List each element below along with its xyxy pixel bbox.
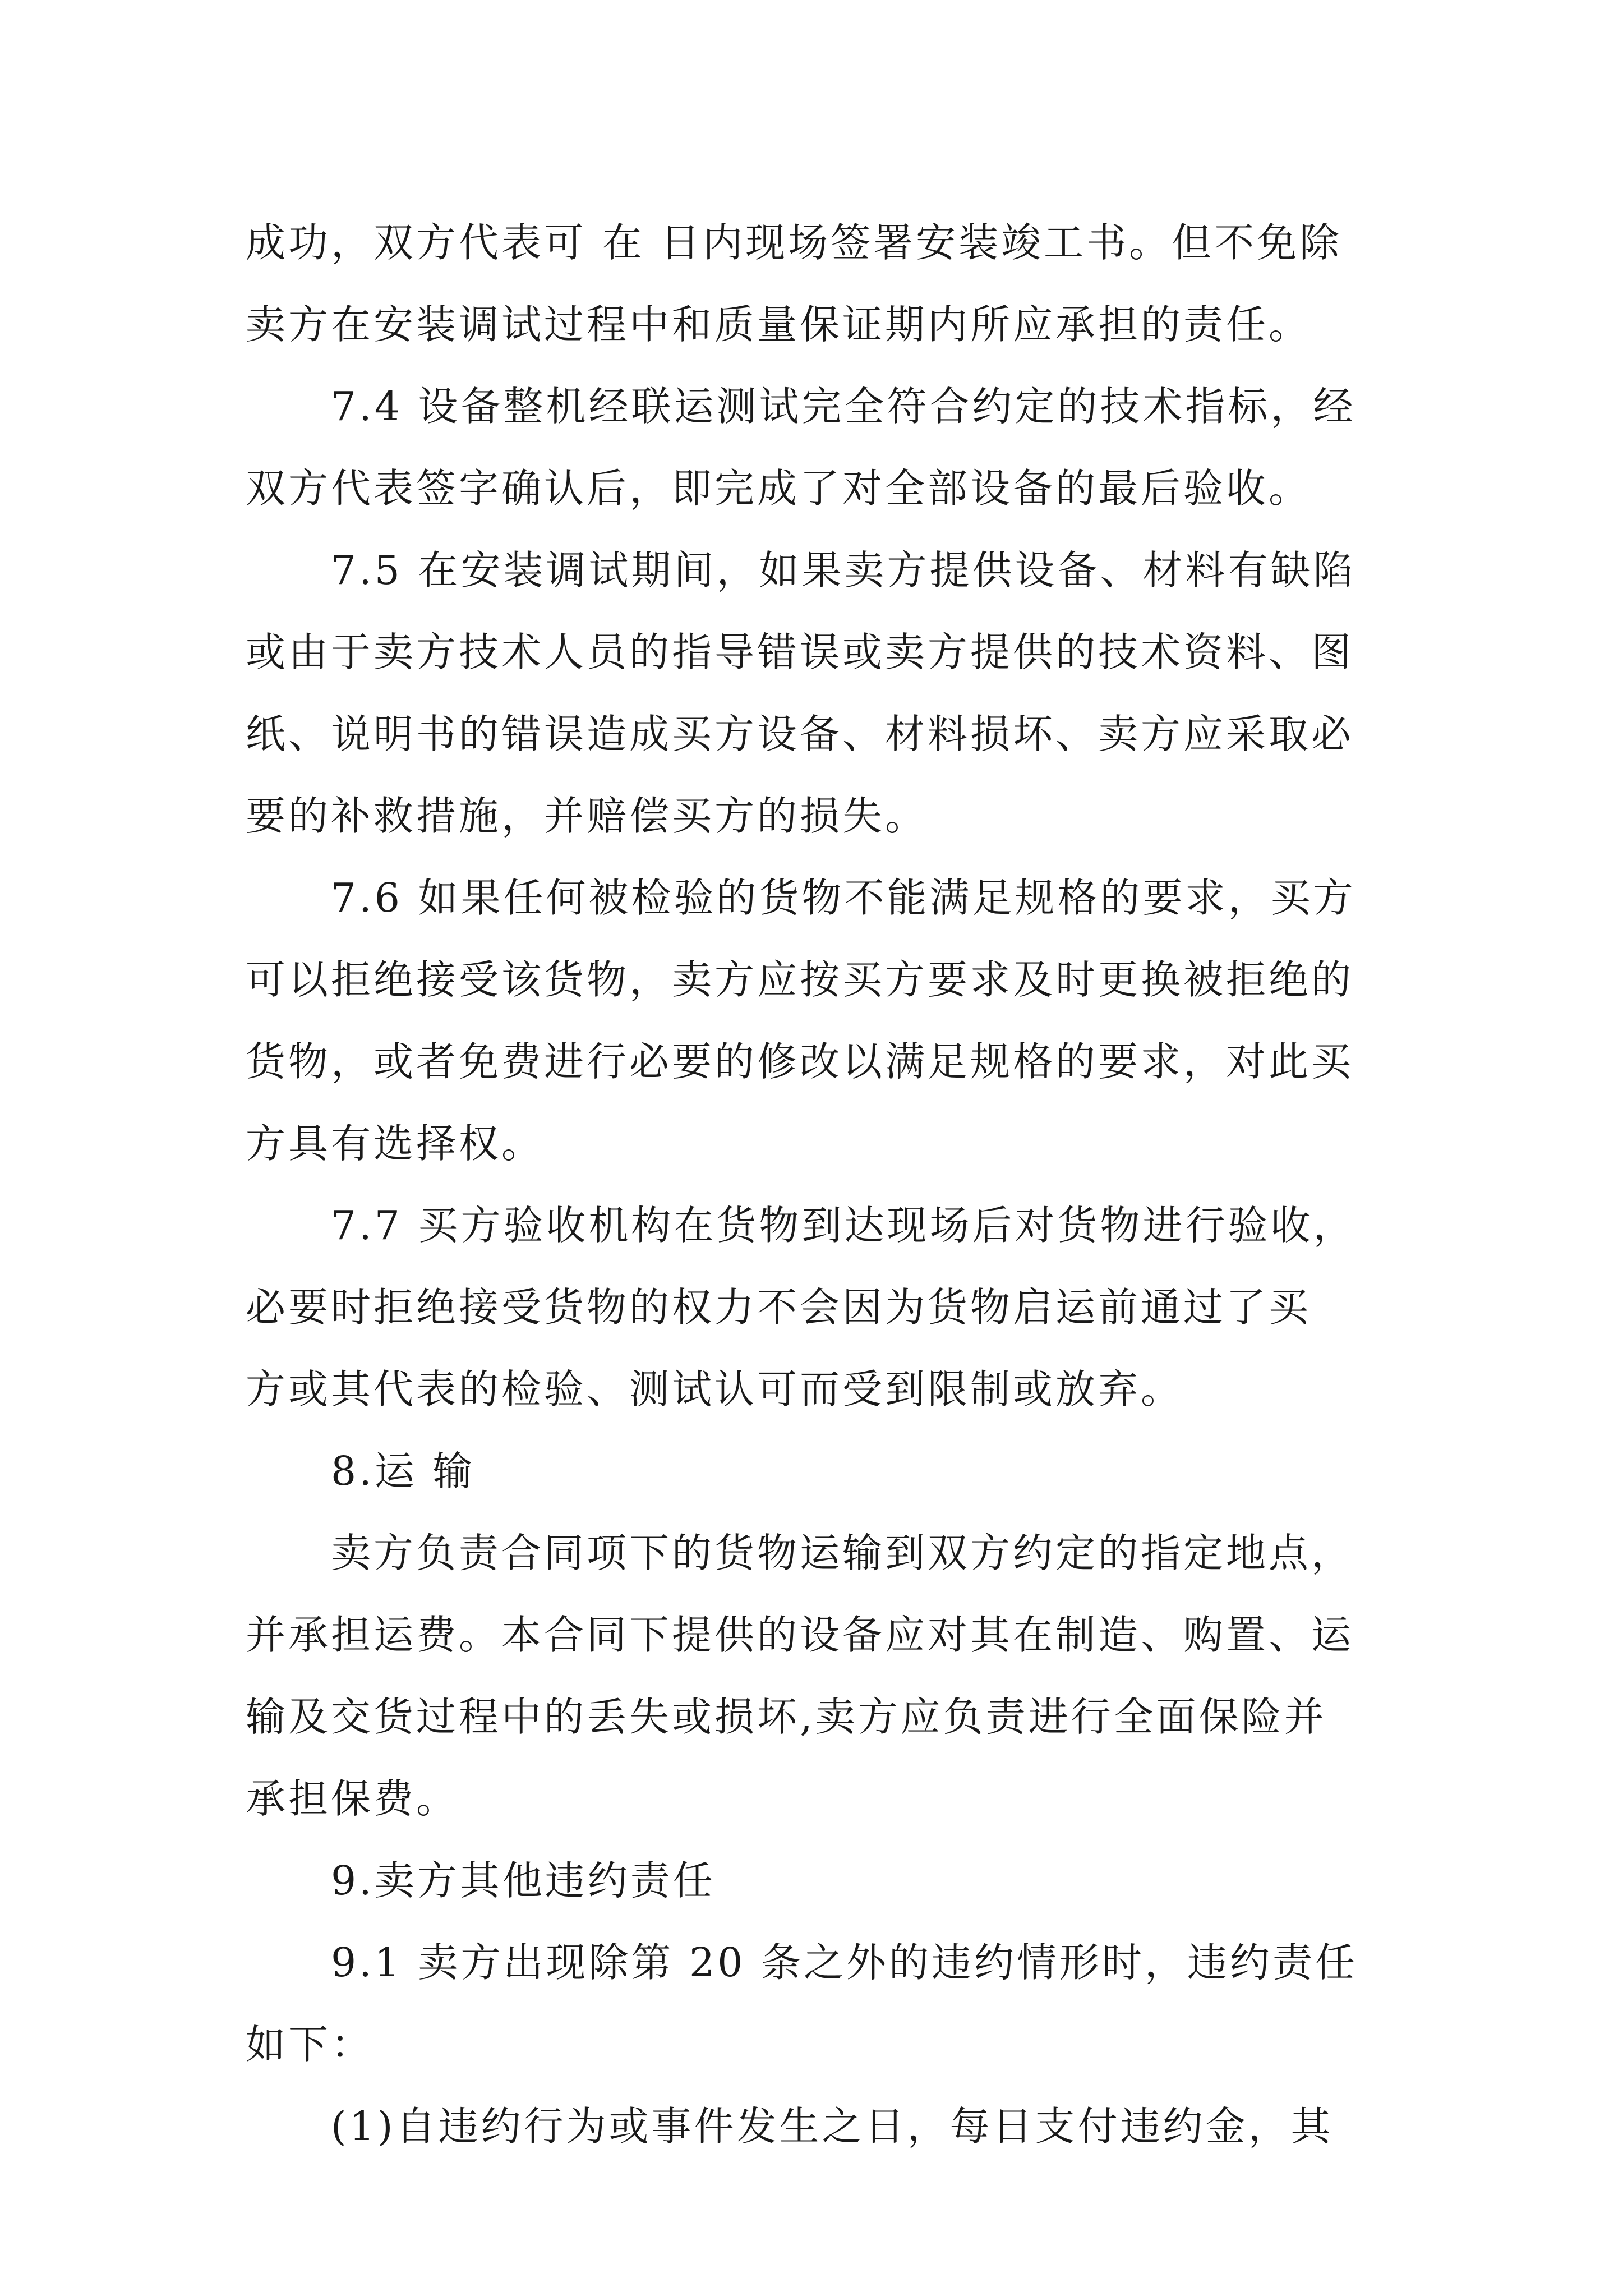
text-line: 必要时拒绝接受货物的权力不会因为货物启运前通过了买: [246, 1284, 1312, 1331]
section-heading-seller-breach: 9.卖方其他违约责任: [331, 1857, 716, 1904]
text-line: 承担保费。: [246, 1775, 459, 1822]
text-line: 成功，双方代表可 在 日内现场签署安装竣工书。但不免除: [246, 219, 1343, 266]
clause-7-6: 7.6 如果任何被检验的货物不能满足规格的要求，买方: [331, 875, 1356, 921]
text-line: 方具有选择权。: [246, 1120, 545, 1167]
text-line: 可以拒绝接受该货物，卖方应按买方要求及时更换被拒绝的: [246, 956, 1354, 1003]
text-line: 方或其代表的检验、测试认可而受到限制或放弃。: [246, 1366, 1184, 1412]
clause-7-4: 7.4 设备整机经联运测试完全符合约定的技术指标，经: [331, 383, 1356, 430]
text-line: 纸、说明书的错误造成买方设备、材料损坏、卖方应采取必: [246, 711, 1354, 757]
text-line: 双方代表签字确认后，即完成了对全部设备的最后验收。: [246, 465, 1312, 512]
text-line: 如下：: [246, 2021, 374, 2068]
section-heading-transport: 8.运 输: [331, 1448, 476, 1494]
text-line: 输及交货过程中的丢失或损坏,卖方应负责进行全面保险并: [246, 1694, 1327, 1740]
transport-paragraph-start: 卖方负责合同项下的货物运输到双方约定的指定地点，: [331, 1530, 1354, 1576]
list-item-1: (1)自违约行为或事件发生之日，每日支付违约金，其: [331, 2103, 1334, 2150]
clause-9-1: 9.1 卖方出现除第 20 条之外的违约情形时，违约责任: [331, 1939, 1358, 1986]
text-line: 或由于卖方技术人员的指导错误或卖方提供的技术资料、图: [246, 629, 1354, 675]
text-line: 要的补救措施，并赔偿买方的损失。: [246, 793, 928, 839]
text-line: 货物，或者免费进行必要的修改以满足规格的要求，对此买: [246, 1038, 1354, 1085]
document-body: [246, 202, 1395, 2168]
clause-7-5: 7.5 在安装调试期间，如果卖方提供设备、材料有缺陷: [331, 547, 1356, 593]
text-line: 卖方在安装调试过程中和质量保证期内所应承担的责任。: [246, 301, 1312, 348]
text-line: 并承担运费。本合同下提供的设备应对其在制造、购置、运: [246, 1612, 1354, 1658]
clause-7-7: 7.7 买方验收机构在货物到达现场后对货物进行验收，: [331, 1202, 1356, 1249]
